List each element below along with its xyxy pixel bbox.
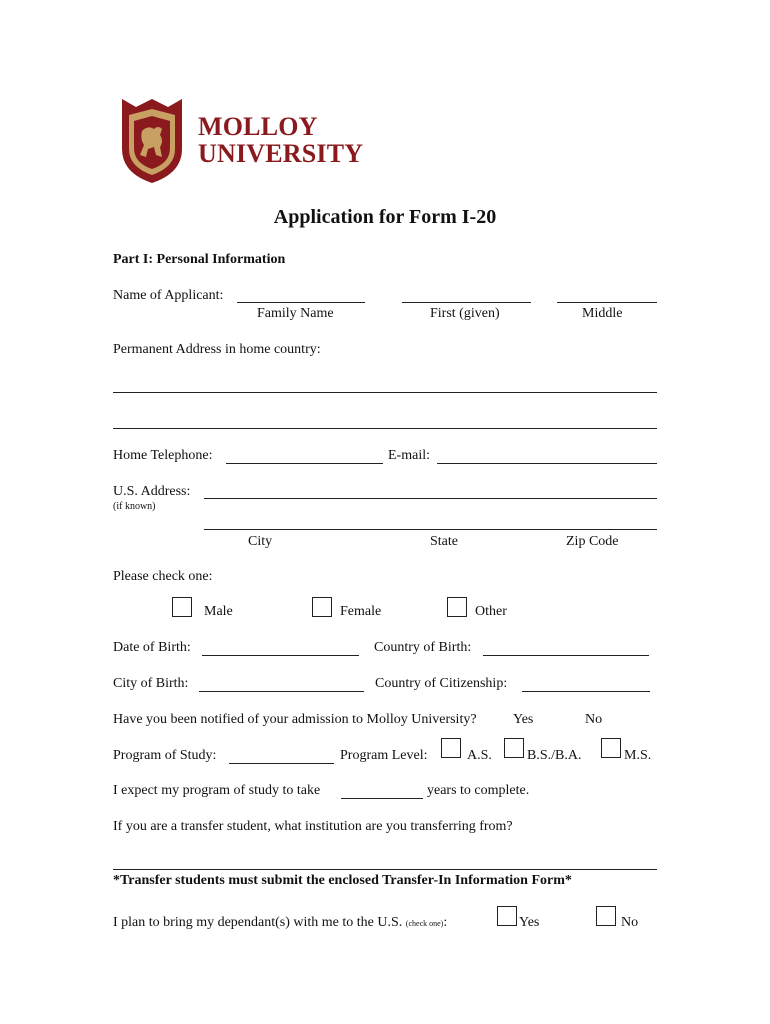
us-address-line-1[interactable]: [204, 498, 657, 499]
permanent-address-line-2[interactable]: [113, 428, 657, 429]
male-checkbox[interactable]: [172, 597, 192, 617]
family-name-field[interactable]: [237, 302, 365, 303]
state-caption: State: [430, 534, 458, 549]
dependants-check-note: (check one): [405, 919, 444, 928]
female-checkbox[interactable]: [312, 597, 332, 617]
female-label: Female: [340, 604, 382, 619]
dependants-yes-label: Yes: [519, 915, 540, 930]
dependants-no-checkbox[interactable]: [596, 906, 616, 926]
years-field[interactable]: [341, 798, 423, 799]
dependants-colon: :: [443, 915, 448, 930]
dob-field[interactable]: [202, 655, 359, 656]
as-checkbox[interactable]: [441, 738, 461, 758]
other-label: Other: [475, 604, 507, 619]
admission-question: Have you been notified of your admission to Molloy University?: [113, 712, 477, 727]
section-heading-part1: Part I: Personal Information: [113, 252, 286, 267]
zip-caption: Zip Code: [566, 534, 619, 549]
email-label: E-mail:: [388, 448, 430, 463]
form-title: Application for Form I-20: [273, 206, 497, 228]
dependants-question-text: I plan to bring my dependant(s) with me to the U.S.: [113, 915, 403, 930]
other-checkbox[interactable]: [447, 597, 467, 617]
middle-name-caption: Middle: [582, 306, 623, 321]
bsba-label: B.S./B.A.: [527, 748, 582, 763]
country-of-birth-label: Country of Birth:: [374, 640, 472, 655]
middle-name-field[interactable]: [557, 302, 657, 303]
admission-no-option[interactable]: No: [585, 712, 603, 727]
bsba-checkbox[interactable]: [504, 738, 524, 758]
us-address-label: U.S. Address:: [113, 484, 191, 499]
city-of-birth-label: City of Birth:: [113, 676, 189, 691]
university-logo: [120, 97, 364, 190]
gender-prompt: Please check one:: [113, 569, 213, 584]
dob-label: Date of Birth:: [113, 640, 191, 655]
permanent-address-line-1[interactable]: [113, 392, 657, 393]
as-label: A.S.: [467, 748, 492, 763]
country-of-citizenship-field[interactable]: [522, 691, 650, 692]
us-address-note: (if known): [113, 501, 156, 512]
email-field[interactable]: [437, 463, 657, 464]
admission-yes-option[interactable]: Yes: [513, 712, 534, 727]
years-text-before: I expect my program of study to take: [113, 783, 321, 798]
shield-emblem-icon: [120, 97, 184, 185]
first-name-caption: First (given): [430, 306, 500, 321]
dependants-no-label: No: [621, 915, 639, 930]
dependants-question: [113, 915, 447, 932]
ms-checkbox[interactable]: [601, 738, 621, 758]
permanent-address-label: Permanent Address in home country:: [113, 342, 321, 357]
city-of-birth-field[interactable]: [199, 691, 364, 692]
city-caption: City: [248, 534, 273, 549]
logo-text-university: UNIVERSITY: [198, 139, 364, 168]
ms-label: M.S.: [624, 748, 652, 763]
program-of-study-label: Program of Study:: [113, 748, 217, 763]
male-label: Male: [204, 604, 233, 619]
name-label: Name of Applicant:: [113, 288, 224, 303]
transfer-institution-field[interactable]: [113, 869, 657, 870]
home-telephone-label: Home Telephone:: [113, 448, 213, 463]
home-telephone-field[interactable]: [226, 463, 383, 464]
program-level-label: Program Level:: [340, 748, 428, 763]
dependants-yes-checkbox[interactable]: [497, 906, 517, 926]
us-address-line-2[interactable]: [204, 529, 657, 530]
first-name-field[interactable]: [402, 302, 531, 303]
country-of-citizenship-label: Country of Citizenship:: [375, 676, 508, 691]
transfer-note: *Transfer students must submit the enclosed Transfer-In Information Form*: [113, 873, 572, 888]
country-of-birth-field[interactable]: [483, 655, 649, 656]
years-text-after: years to complete.: [427, 783, 530, 798]
program-of-study-field[interactable]: [229, 763, 334, 764]
logo-text-molloy: MOLLOY: [198, 112, 318, 141]
family-name-caption: Family Name: [257, 306, 334, 321]
transfer-question: If you are a transfer student, what institution are you transferring from?: [113, 819, 513, 834]
